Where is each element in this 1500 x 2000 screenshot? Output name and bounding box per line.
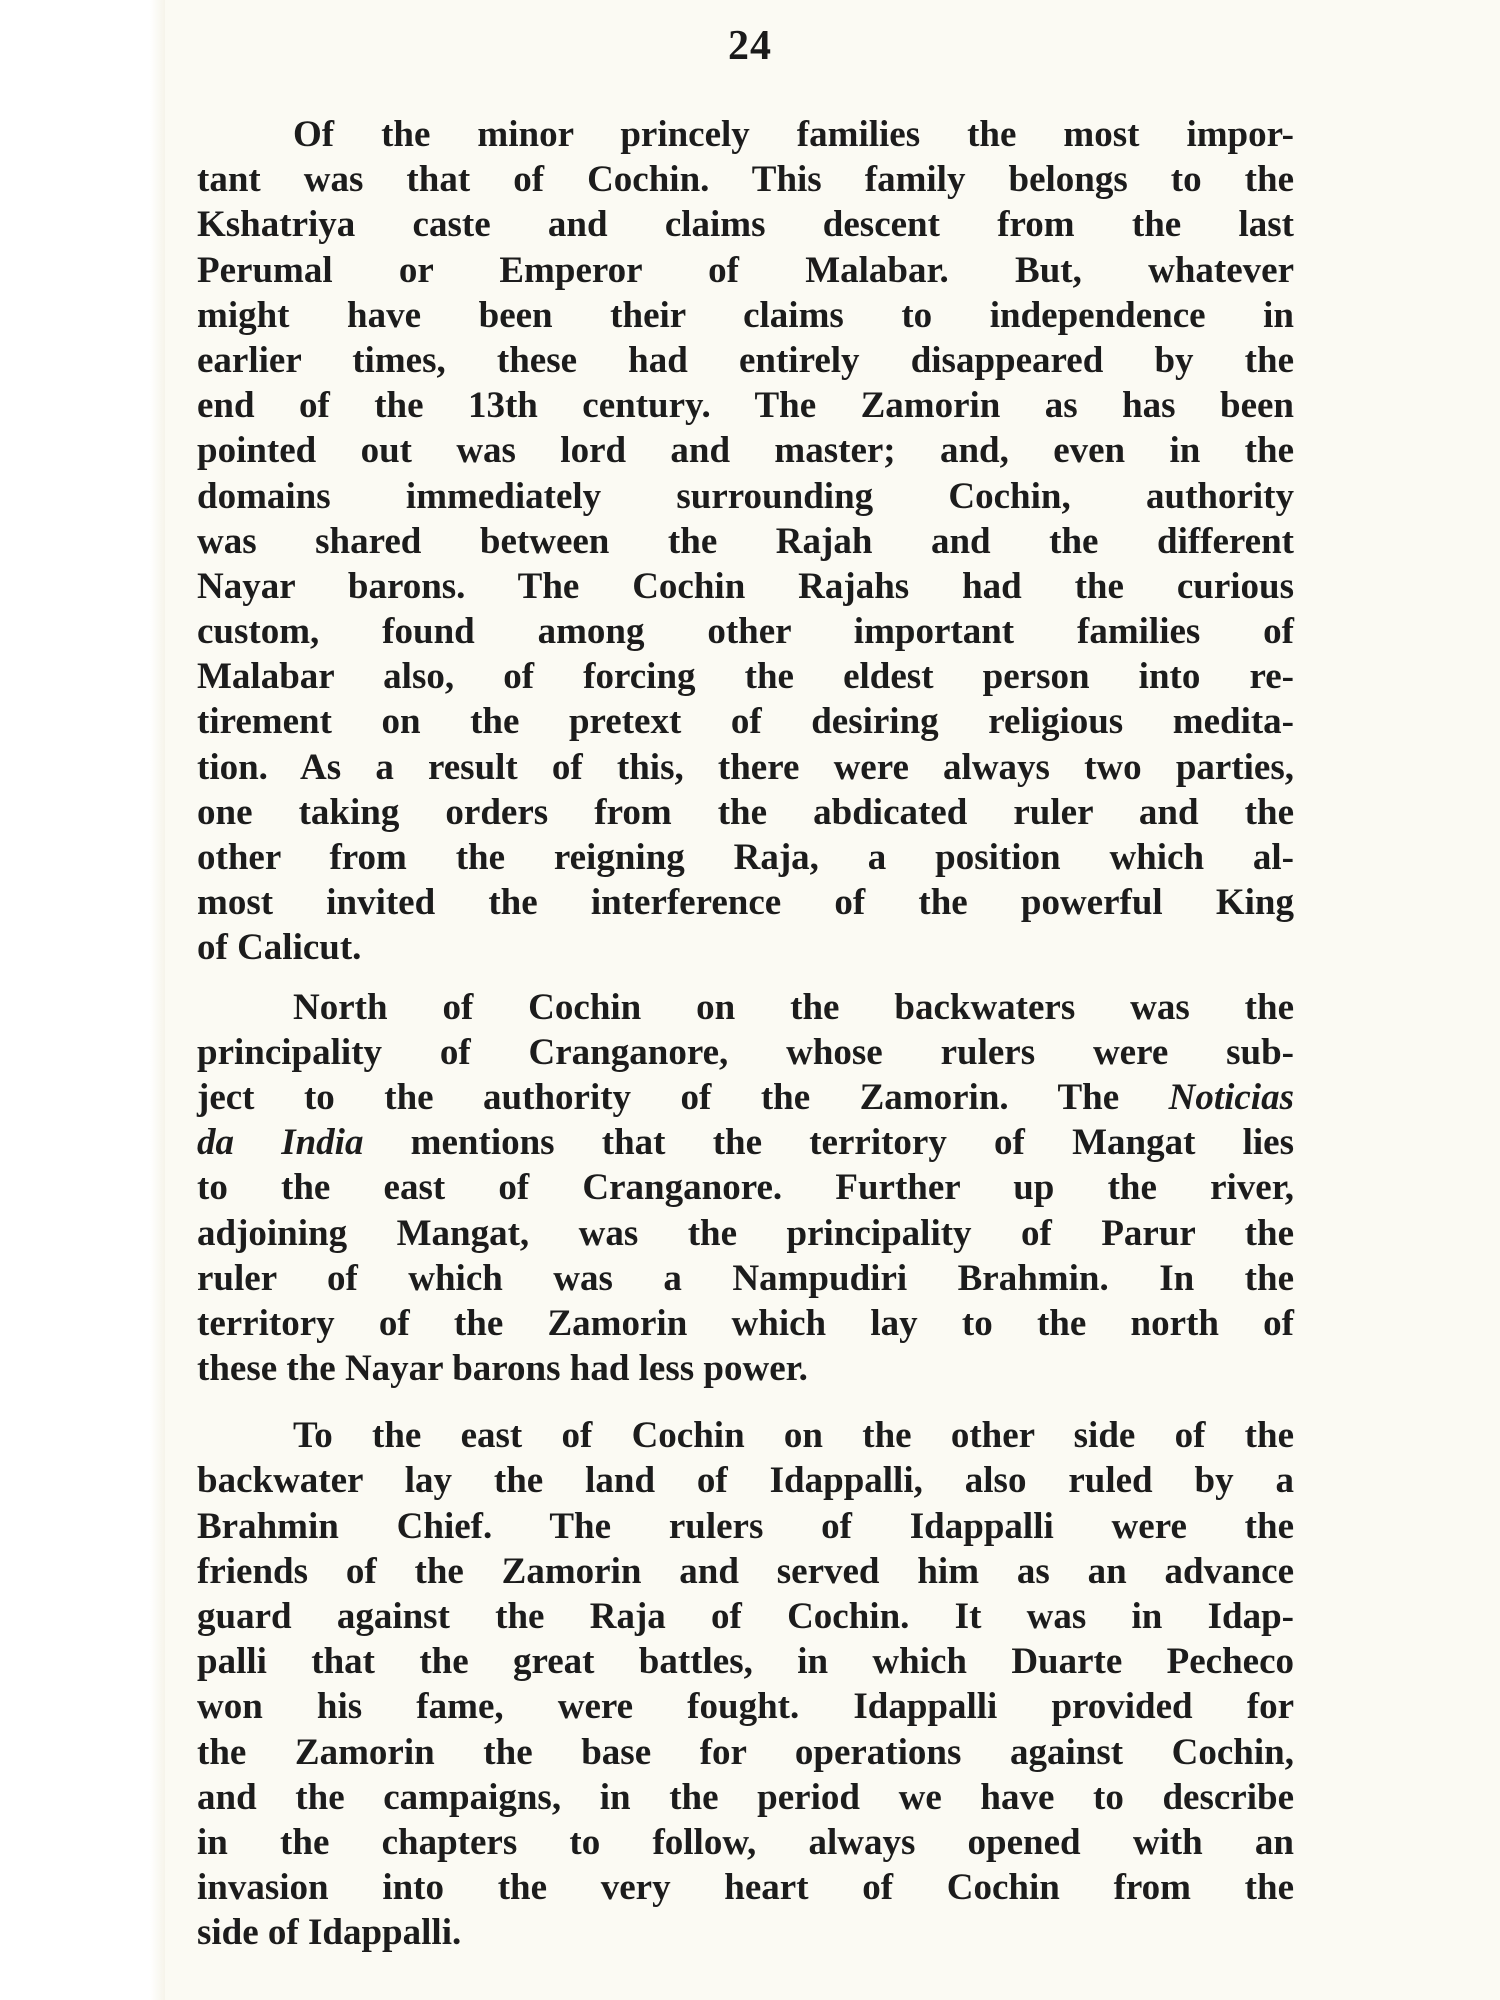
text-line: tant was that of Cochin. This family belongs to the bbox=[197, 159, 1294, 201]
text-line: domains immediately surrounding Cochin, authority bbox=[197, 475, 1294, 517]
text-line: and the campaigns, in the period we have to describe bbox=[197, 1776, 1294, 1818]
text-line: these the Nayar barons had less power. bbox=[197, 1348, 808, 1390]
text-line: tirement on the pretext of desiring religious medita- bbox=[197, 701, 1294, 743]
page-number: 24 bbox=[728, 23, 772, 69]
text-line: the Zamorin the base for operations against Cochin, bbox=[197, 1731, 1294, 1773]
text-line: To the east of Cochin on the other side of the bbox=[293, 1415, 1294, 1457]
text-line: Perumal or Emperor of Malabar. But, whatever bbox=[197, 249, 1294, 291]
text-line: side of Idappalli. bbox=[197, 1912, 462, 1954]
text-line: principality of Cranganore, whose rulers were sub- bbox=[197, 1031, 1294, 1073]
text-line: was shared between the Rajah and the different bbox=[197, 520, 1294, 562]
text-line: to the east of Cranganore. Further up the river, bbox=[197, 1167, 1294, 1209]
body-text bbox=[197, 112, 1294, 1956]
text-line: in the chapters to follow, always opened with an bbox=[197, 1821, 1294, 1863]
text-line: backwater lay the land of Idappalli, also ruled by a bbox=[197, 1460, 1294, 1502]
text-line: other from the reigning Raja, a position which al- bbox=[197, 837, 1294, 878]
text-line: Nayar barons. The Cochin Rajahs had the curious bbox=[197, 565, 1294, 607]
text-line: friends of the Zamorin and served him as an advance bbox=[197, 1550, 1294, 1592]
text-line: might have been their claims to independence in bbox=[197, 294, 1294, 336]
text-line: end of the 13th century. The Zamorin as has been bbox=[197, 385, 1294, 427]
paragraph-idappalli bbox=[197, 1413, 1294, 1955]
text-line: adjoining Mangat, was the principality of Parur the bbox=[197, 1212, 1294, 1254]
text-line: territory of the Zamorin which lay to the north of bbox=[197, 1302, 1294, 1344]
italic-title: Noticias bbox=[1168, 1076, 1294, 1118]
text-line: one taking orders from the abdicated ruler and the bbox=[197, 791, 1294, 833]
text-line: pointed out was lord and master; and, even in the bbox=[197, 430, 1294, 472]
text-line: Kshatriya caste and claims descent from the last bbox=[197, 204, 1294, 246]
text-line: won his fame, were fought. Idappalli provided for bbox=[197, 1686, 1294, 1728]
text-line: of Calicut. bbox=[197, 927, 362, 969]
page-binding-edge bbox=[0, 0, 165, 2000]
text-line: guard against the Raja of Cochin. It was in Idap- bbox=[197, 1596, 1294, 1637]
text-line: custom, found among other important families of bbox=[197, 611, 1294, 653]
paragraph-cranganore bbox=[197, 985, 1294, 1392]
text-line: Brahmin Chief. The rulers of Idappalli were the bbox=[197, 1505, 1294, 1547]
text-line: earlier times, these had entirely disappeared by the bbox=[197, 339, 1294, 381]
italic-title: da India bbox=[197, 1122, 364, 1164]
text-line: Of the minor princely families the most impor- bbox=[293, 114, 1294, 155]
text-line: Malabar also, of forcing the eldest person into re- bbox=[197, 656, 1294, 698]
text-line: North of Cochin on the backwaters was the bbox=[293, 986, 1294, 1028]
text-line: tion. As a result of this, there were always two parties, bbox=[197, 746, 1294, 788]
paragraph-cochin bbox=[197, 112, 1294, 971]
text-line: ruler of which was a Nampudiri Brahmin. In the bbox=[197, 1257, 1294, 1299]
text-line: ject to the authority of the Zamorin. The Noticias bbox=[197, 1076, 1294, 1118]
text-line: most invited the interference of the powerful King bbox=[197, 882, 1294, 924]
text-line: da India mentions that the territory of Mangat lies bbox=[197, 1122, 1294, 1164]
text-line: invasion into the very heart of Cochin from the bbox=[197, 1867, 1294, 1909]
text-line: palli that the great battles, in which Duarte Pecheco bbox=[197, 1641, 1294, 1683]
